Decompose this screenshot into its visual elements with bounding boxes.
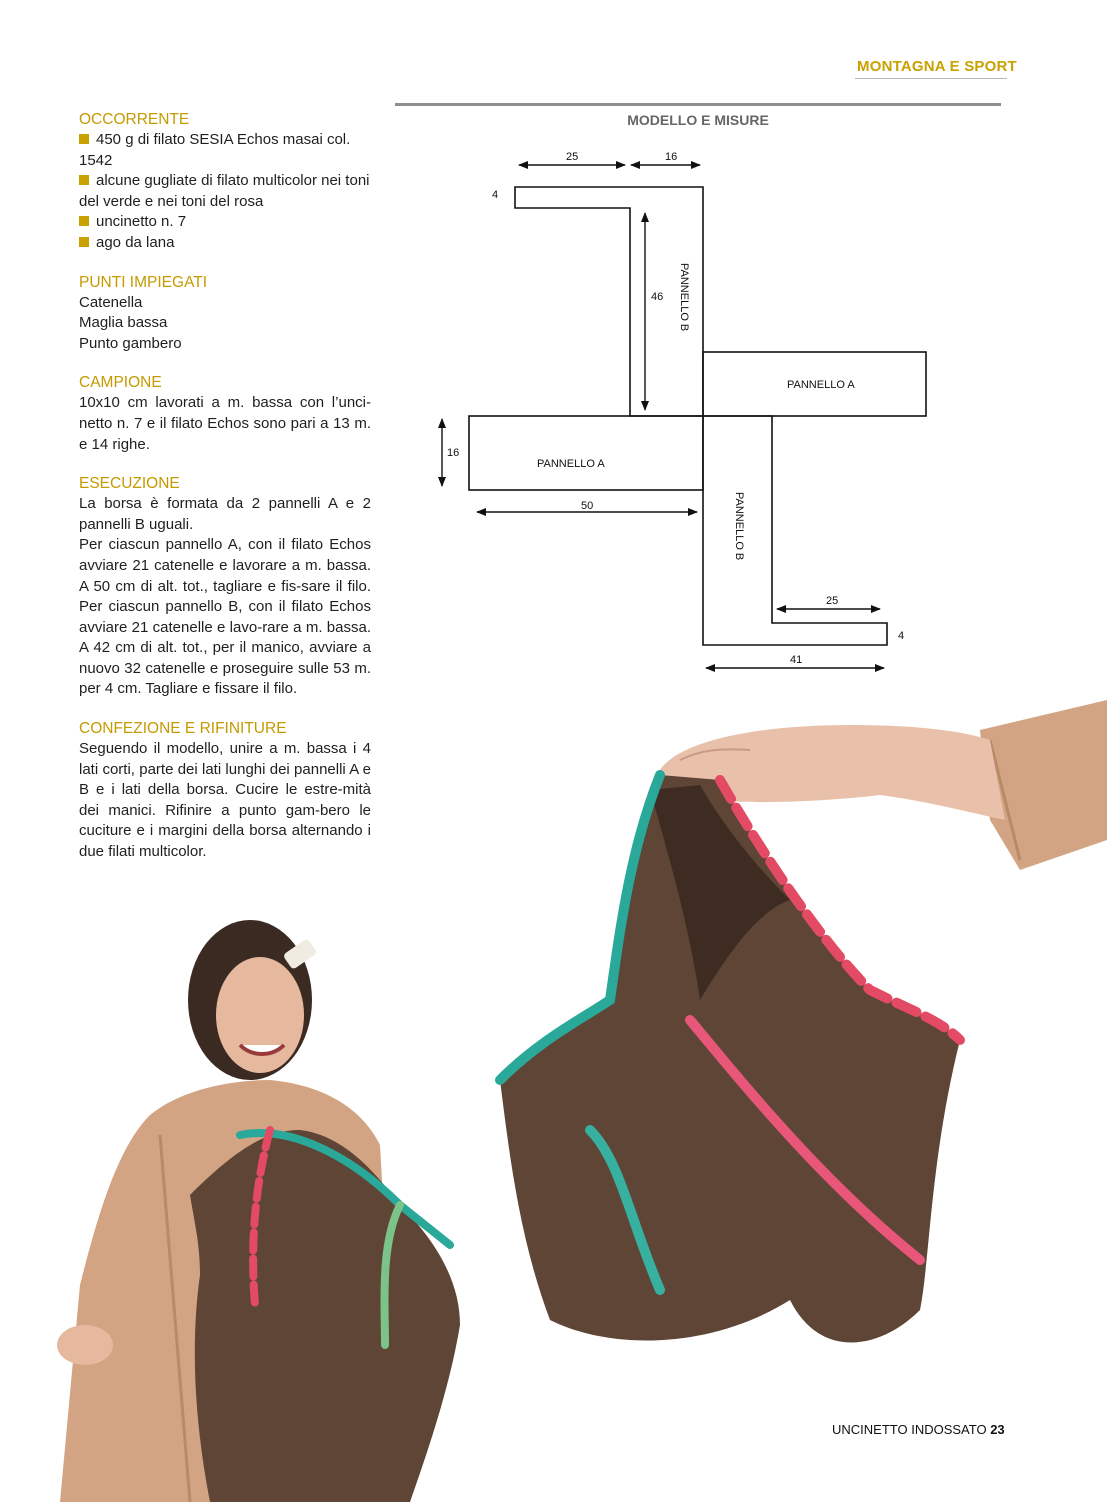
occorrente-item: uncinetto n. 7 — [79, 212, 371, 233]
occorrente-item: alcune gugliate di filato multicolor nei toni del verde e nei toni del rosa — [79, 172, 370, 210]
occorrente-item: 450 g di filato SESIA Echos masai col. 1542 — [79, 131, 351, 169]
label-25-top: 25 — [566, 151, 579, 163]
label-4-top: 4 — [492, 189, 499, 201]
pattern-diagram — [0, 0, 1107, 700]
label-16-top: 16 — [665, 151, 678, 163]
label-panel-b-top: PANNELLO B — [678, 263, 690, 332]
punti-item: Punto gambero — [79, 334, 182, 352]
label-4-bottom: 4 — [898, 630, 905, 642]
panel-a-left-shape — [469, 416, 703, 490]
occorrente-title: OCCORRENTE — [79, 111, 190, 128]
confezione-text: Seguendo il modello, unire a m. bassa i 4 lati corti, parte dei lati lunghi dei pannelli A e B e i lati della borsa. Cucire le estre-mità dei manici. Rifinire a punto gam-bero le cuciture e i margini della borsa alternando i due filati multicolor. — [79, 740, 371, 861]
bag-hand-photo — [460, 700, 1107, 1400]
esecuzione-text-1: La borsa è formata da 2 pannelli A e 2 pannelli B uguali. — [79, 495, 371, 533]
esecuzione-text-2: Per ciascun pannello A, con il filato Echos avviare 21 catenelle e lavorare a m. bassa. A 50 cm di alt. tot., tagliare e fis-sare il filo. Per ciascun pannello B, con il filato Echos avviare 21 catenelle e lavo-rare a m. bassa. A 42 cm di alt. tot., per il manico, avviare a nuovo 32 catenelle e proseguire sulle 53 m. per 4 cm. Tagliare e fissare il filo. — [79, 536, 371, 698]
punti-item: Maglia bassa — [79, 314, 168, 332]
label-panel-a-left: PANNELLO A — [537, 458, 605, 470]
confezione-title: CONFEZIONE E RIFINITURE — [79, 720, 287, 738]
punti-item: Catenella — [79, 293, 143, 311]
campione-text: 10x10 cm lavorati a m. bassa con l’unci-netto n. 7 e il filato Echos sono pari a 13 m. e 14 righe. — [79, 394, 371, 453]
label-16-left: 16 — [447, 447, 460, 459]
panel-b-bottom-shape — [703, 416, 887, 645]
label-50: 50 — [581, 500, 594, 512]
punti-title: PUNTI IMPIEGATI — [79, 273, 208, 291]
campione-title: CAMPIONE — [79, 374, 162, 392]
label-46: 46 — [651, 291, 664, 303]
label-25-bottom: 25 — [826, 595, 839, 607]
label-41: 41 — [790, 654, 803, 666]
occorrente-item: ago da lana — [79, 233, 371, 254]
page-footer — [832, 1422, 1005, 1437]
label-panel-b-bottom: PANNELLO B — [733, 492, 745, 561]
section-label: MONTAGNA E SPORT — [857, 58, 1017, 75]
page-number: 23 — [990, 1422, 1005, 1437]
woman-bag-photo — [40, 905, 480, 1502]
panel-b-top-shape — [515, 187, 703, 416]
label-panel-a-right: PANNELLO A — [787, 379, 855, 391]
confezione-section — [79, 719, 371, 863]
esecuzione-title: ESECUZIONE — [79, 475, 180, 493]
magazine-name: UNCINETTO INDOSSATO — [832, 1422, 987, 1437]
diagram-title: MODELLO E MISURE — [627, 112, 769, 128]
